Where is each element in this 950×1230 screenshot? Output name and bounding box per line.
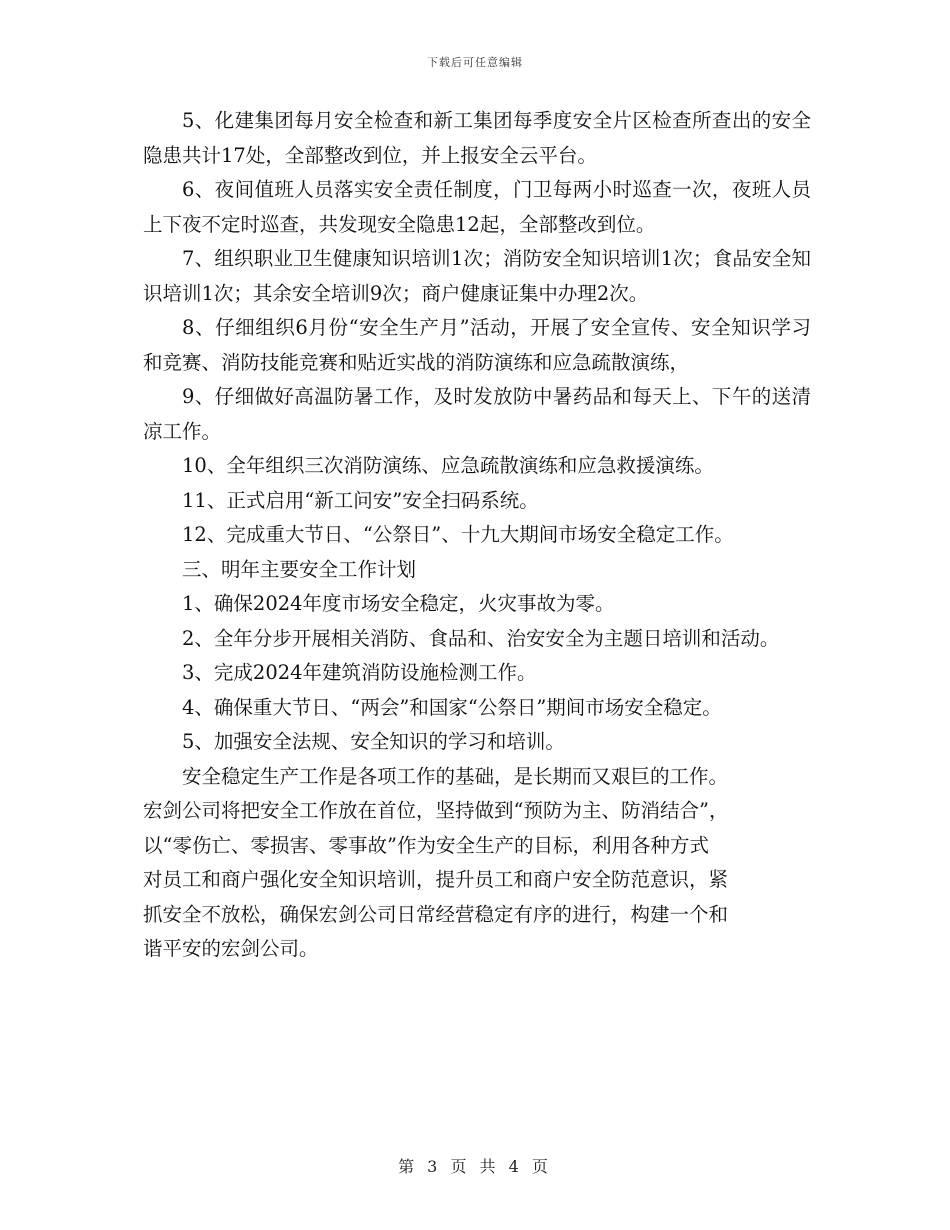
paragraph-item-11: 11、正式启用“新工问安”安全扫码系统。 [182, 488, 539, 512]
paragraph-item-7: 7、组织职业卫生健康知识培训1次；消防安全知识培训1次；食品安全知识培训1次；其余安全培训9次；商户健康证集中办理2次。 [143, 247, 811, 305]
closing-line: 安全稳定生产工作是各项工作的基础，是长期而又艰巨的工作。 [182, 764, 729, 788]
paragraph-item-10: 10、全年组织三次消防演练、应急疏散演练和应急救援演练。 [182, 454, 714, 477]
plan-item-5: 5、加强安全法规、安全知识的学习和培训。 [182, 730, 565, 753]
closing-paragraph [143, 760, 811, 967]
plan-item-4: 4、确保重大节日、“两会”和国家“公祭日”期间市场安全稳定。 [182, 695, 722, 719]
paragraph-item-12: 12、完成重大节日、“公祭日”、十九大期间市场安全稳定工作。 [182, 523, 734, 546]
plan-item-1: 1、确保2024年度市场安全稳定，火灾事故为零。 [182, 592, 615, 615]
paragraph-item-8: 8、仔细组织6月份“安全生产月”活动，开展了安全宣传、安全知识学习和竞赛、消防技能竞赛和贴近实战的消防演练和应急疏散演练， [143, 316, 811, 374]
document-body [143, 104, 811, 967]
plan-item-2: 2、全年分步开展相关消防、食品和、治安安全为主题日培训和活动。 [182, 626, 780, 650]
section-heading-plan: 三、明年主要安全工作计划 [182, 557, 417, 581]
paragraph-item-9: 9、仔细做好高温防暑工作，及时发放防中暑药品和每天上、下午的送清凉工作。 [143, 385, 811, 443]
closing-line: 对员工和商户强化安全知识培训，提升员工和商户安全防范意识，紧 [143, 868, 729, 891]
closing-line: 以“零伤亡、零损害、零事故”作为安全生产的目标，利用各种方式 [143, 833, 709, 857]
paragraph-item-6: 6、夜间值班人员落实安全责任制度，门卫每两小时巡查一次，夜班人员上下夜不定时巡查，共发现安全隐患12起，全部整改到位。 [143, 178, 811, 236]
closing-line: 宏剑公司将把安全工作放在首位，坚持做到“预防为主、防消结合”， [143, 799, 729, 822]
plan-item-3: 3、完成2024年建筑消防设施检测工作。 [182, 661, 537, 684]
closing-line: 谐平安的宏剑公司。 [143, 937, 319, 960]
closing-line: 抓安全不放松，确保宏剑公司日常经营稳定有序的进行，构建一个和 [143, 902, 729, 926]
page-number-footer: 第 3 页 共 4 页 [398, 1157, 552, 1176]
page-header: 下载后可任意编辑 [427, 56, 523, 69]
paragraph-item-5: 5、化建集团每月安全检查和新工集团每季度安全片区检查所查出的安全隐患共计17处，全部整改到位，并上报安全云平台。 [143, 109, 811, 167]
